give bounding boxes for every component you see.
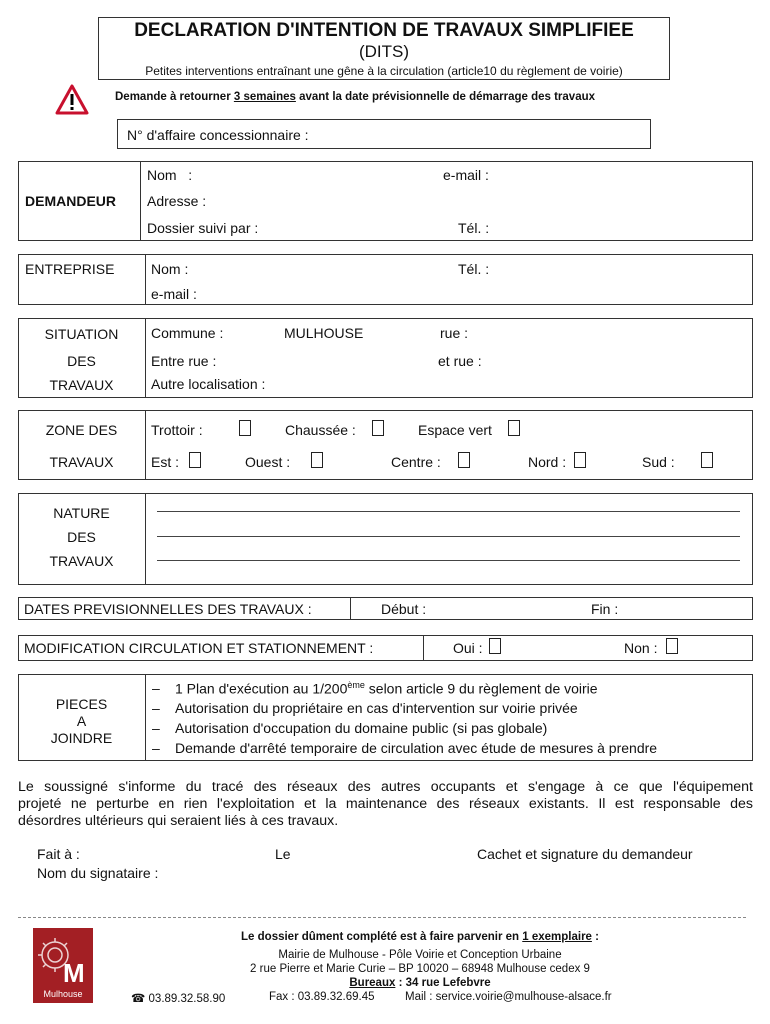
- footer-note: [150, 931, 690, 943]
- modification-oui-label: Oui :: [453, 640, 483, 656]
- pieces-item-3: Autorisation d'occupation du domaine public (si pas globale): [175, 720, 548, 736]
- dates-divider: [350, 597, 351, 620]
- situation-heading-3: TRAVAUX: [49, 377, 114, 393]
- zone-sud-checkbox[interactable]: [701, 452, 713, 468]
- warning-text-post: avant la date prévisionnelle de démarrage des travaux: [295, 91, 596, 103]
- zone-heading-1: ZONE DES: [45, 422, 118, 438]
- signature-le[interactable]: Le: [275, 846, 291, 862]
- footer-bureaux: [150, 977, 690, 989]
- zone-nord-label: Nord :: [528, 454, 567, 470]
- demandeur-tel[interactable]: Tél. :: [458, 220, 490, 236]
- pieces-item-1-pre: 1 Plan d'exécution au 1/200: [175, 680, 348, 697]
- modification-label: MODIFICATION CIRCULATION ET STATIONNEMENT :: [24, 640, 374, 656]
- entreprise-heading: ENTREPRISE: [25, 261, 115, 277]
- nature-heading-3: TRAVAUX: [49, 553, 114, 569]
- nature-heading-1: NATURE: [53, 505, 110, 521]
- statement-line-3: désordres ultérieurs qui seraient liés à ces travaux.: [18, 813, 339, 829]
- zone-trottoir-checkbox[interactable]: [239, 420, 251, 436]
- header-note: Petites interventions entraînant une gêne à la circulation (article10 du règlement de voirie): [145, 64, 623, 78]
- situation-entre-rue[interactable]: Entre rue :: [151, 353, 217, 369]
- entreprise-section: [18, 254, 753, 305]
- footer-phone-number: 03.89.32.58.90: [148, 993, 226, 1005]
- footer-bureaux-label: Bureaux: [349, 977, 396, 989]
- zone-ouest-checkbox[interactable]: [311, 452, 323, 468]
- situation-heading-2: DES: [67, 353, 96, 369]
- warning-delay: 3 semaines: [233, 91, 296, 103]
- demandeur-email[interactable]: e-mail :: [443, 167, 489, 183]
- pieces-heading-2: A: [76, 713, 87, 729]
- dates-fin[interactable]: Fin :: [591, 601, 619, 617]
- footer-fax: Fax : 03.89.32.69.45: [269, 991, 375, 1003]
- zone-trottoir-label: Trottoir :: [151, 422, 203, 438]
- nature-line-3[interactable]: [157, 560, 740, 561]
- signature-nom-signataire[interactable]: Nom du signataire :: [37, 865, 159, 881]
- pieces-heading-3: JOINDRE: [50, 730, 113, 746]
- zone-centre-checkbox[interactable]: [458, 452, 470, 468]
- pieces-dash-4: –: [152, 740, 160, 756]
- zone-heading-2: TRAVAUX: [49, 454, 114, 470]
- footer-note-post: :: [591, 931, 599, 943]
- situation-rue[interactable]: rue :: [440, 325, 469, 341]
- dates-debut[interactable]: Début :: [381, 601, 427, 617]
- pieces-dash-1: –: [152, 680, 160, 696]
- pieces-dash-3: –: [152, 720, 160, 736]
- pieces-item-4: Demande d'arrêté temporaire de circulation avec étude de mesures à prendre: [175, 740, 658, 756]
- situation-commune-value: MULHOUSE: [284, 325, 364, 341]
- nature-line-1[interactable]: [157, 511, 740, 512]
- warning-text: [115, 91, 595, 103]
- pieces-item-1-sup: ème: [347, 680, 365, 690]
- situation-heading-1: SITUATION: [44, 326, 119, 342]
- pieces-divider: [145, 674, 146, 761]
- footer-separator: [18, 917, 746, 918]
- situation-commune-label: Commune :: [151, 325, 224, 341]
- zone-sud-label: Sud :: [642, 454, 675, 470]
- situation-et-rue[interactable]: et rue :: [438, 353, 482, 369]
- statement-line-1: Le soussigné s'informe du tracé des réseaux des autres occupants et s'engage à ce que l'équipement: [18, 779, 753, 795]
- zone-espace-vert-label: Espace vert: [418, 422, 492, 438]
- nature-line-2[interactable]: [157, 536, 740, 537]
- affaire-label: N° d'affaire concessionnaire :: [127, 127, 309, 143]
- modification-oui-checkbox[interactable]: [489, 638, 501, 654]
- entreprise-divider: [145, 254, 146, 305]
- demandeur-dossier[interactable]: Dossier suivi par :: [147, 220, 259, 236]
- page-subtitle: (DITS): [358, 42, 410, 61]
- zone-est-checkbox[interactable]: [189, 452, 201, 468]
- pieces-item-1: [175, 680, 598, 697]
- pieces-item-2: Autorisation du propriétaire en cas d'intervention sur voirie privée: [175, 700, 578, 716]
- demandeur-heading: DEMANDEUR: [25, 193, 116, 209]
- phone-icon: ☎: [131, 993, 146, 1005]
- footer-note-copies: 1 exemplaire: [522, 931, 592, 943]
- footer-note-pre: Le dossier dûment complété est à faire parvenir en: [241, 931, 523, 943]
- footer-bureaux-value: : 34 rue Lefebvre: [395, 977, 491, 989]
- zone-espace-vert-checkbox[interactable]: [508, 420, 520, 436]
- entreprise-tel[interactable]: Tél. :: [458, 261, 490, 277]
- demandeur-nom[interactable]: Nom :: [147, 167, 193, 183]
- zone-nord-checkbox[interactable]: [574, 452, 586, 468]
- statement-line-2: projeté ne perturbe en rien l'exploitation et la maintenance des réseaux existants. Il est responsable des: [18, 796, 753, 812]
- demandeur-adresse[interactable]: Adresse :: [147, 193, 207, 209]
- dates-label: DATES PREVISIONNELLES DES TRAVAUX :: [24, 601, 312, 617]
- pieces-dash-2: –: [152, 700, 160, 716]
- demandeur-divider: [140, 161, 141, 241]
- modification-non-label: Non :: [624, 640, 658, 656]
- pieces-item-1-post: selon article 9 du règlement de voirie: [364, 680, 598, 697]
- zone-est-label: Est :: [151, 454, 180, 470]
- zone-chaussee-label: Chaussée :: [285, 422, 356, 438]
- footer-mail[interactable]: Mail : service.voirie@mulhouse-alsace.fr: [405, 991, 612, 1003]
- zone-divider: [145, 410, 146, 480]
- nature-divider: [145, 493, 146, 585]
- signature-fait[interactable]: Fait à :: [37, 846, 80, 862]
- page-title: DECLARATION D'INTENTION DE TRAVAUX SIMPLIFIEE: [134, 20, 634, 41]
- entreprise-email[interactable]: e-mail :: [151, 286, 197, 302]
- mulhouse-logo: [33, 928, 93, 1003]
- warning-icon: [55, 84, 89, 116]
- demandeur-section: [18, 161, 753, 241]
- footer-phone: [131, 991, 225, 1005]
- footer-address: 2 rue Pierre et Marie Curie – BP 10020 – 68948 Mulhouse cedex 9: [250, 963, 590, 975]
- signature-cachet: Cachet et signature du demandeur: [477, 846, 693, 862]
- logo-text: Mulhouse: [43, 989, 83, 999]
- pieces-heading-1: PIECES: [55, 696, 108, 712]
- zone-ouest-label: Ouest :: [245, 454, 291, 470]
- situation-divider: [145, 318, 146, 398]
- modification-divider: [423, 635, 424, 661]
- situation-autre[interactable]: Autre localisation :: [151, 376, 266, 392]
- footer-mairie: Mairie de Mulhouse - Pôle Voirie et Conception Urbaine: [278, 949, 562, 961]
- logo-letter: M: [63, 958, 85, 988]
- zone-centre-label: Centre :: [391, 454, 441, 470]
- zone-chaussee-checkbox[interactable]: [372, 420, 384, 436]
- modification-non-checkbox[interactable]: [666, 638, 678, 654]
- entreprise-nom[interactable]: Nom :: [151, 261, 189, 277]
- nature-heading-2: DES: [67, 529, 96, 545]
- warning-text-pre: Demande à retourner: [115, 91, 234, 103]
